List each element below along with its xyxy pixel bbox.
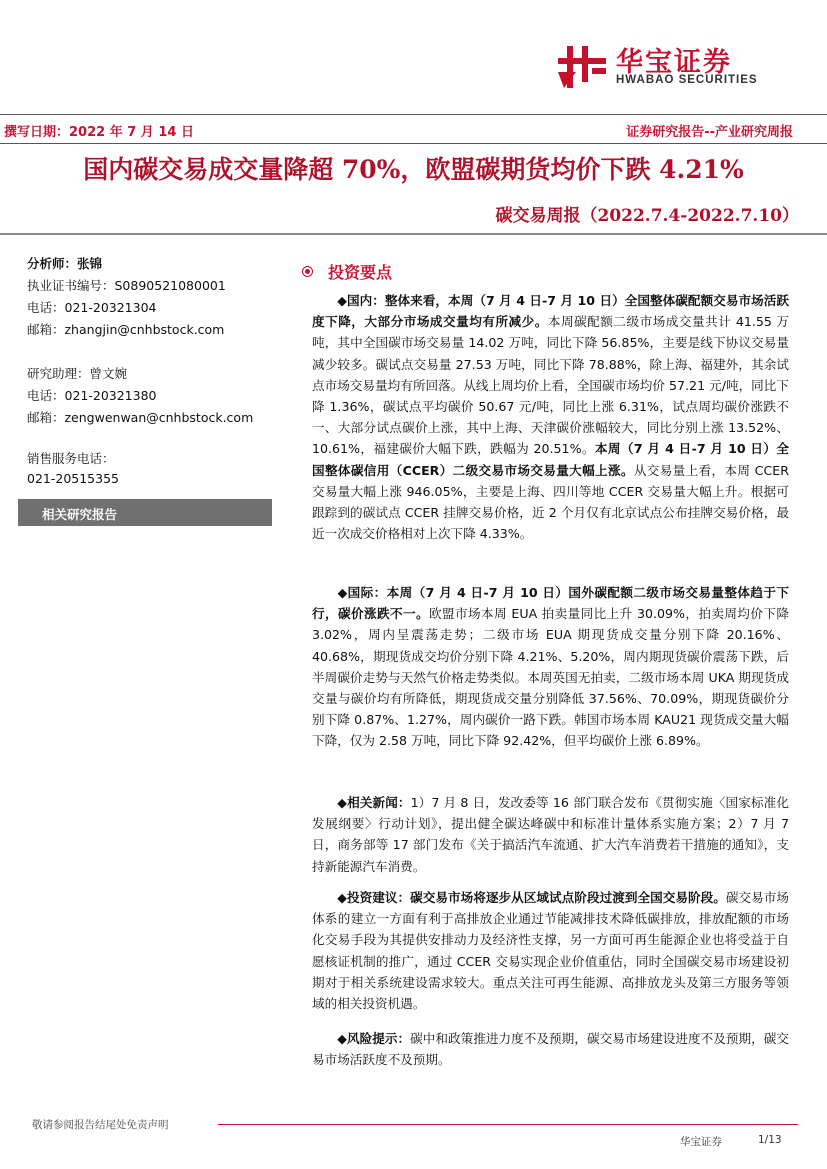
domestic-lead-ccer: 本周（7 月 4 日-7 月 10 日）全国整体碳信用（CCER）二级交易市场交易量大幅上涨。 [312,441,789,478]
domestic-lead: ◆国内：整体来看，本周（7 月 4 日-7 月 10 日）全国整体碳配额交易市场活跃度下降，大部分市场成交量均有所减少。 [312,293,789,330]
footer-company: 华宝证券 [680,1136,722,1148]
paragraph-international [312,582,789,752]
risk-lead: ◆风险提示： [337,1031,411,1046]
header-divider-top [0,114,827,115]
paragraph-news [312,792,789,877]
report-subtitle: 碳交易周报（2022.7.4-2022.7.10） [495,206,799,226]
section-heading: 投资要点 [328,263,393,282]
international-lead: ◆国际：本周（7 月 4 日-7 月 10 日）国外碳配额二级市场交易量整体趋于下行，碳价涨跌不一。 [312,585,789,622]
title-divider [0,233,827,235]
assistant-email: 邮箱：zengwenwan@cnhbstock.com [27,410,254,425]
advice-body: 碳交易市场体系的建立一方面有利于高排放企业通过节能减排技术降低碳排放，排放配额的市场化交易手段为其提供安排动力及经济性支撑，另一方面可再生能源企业也将受益于自愿核证机制的推广，通过 CCER 交易实现企业价值重估，同时全国碳交易市场建设初期对于相关系统建设需求较大。重点关注可再生能源、高排放龙头及第三方服务等领域的相关投资机遇。 [312,890,790,1012]
footer-disclaimer: 敬请参阅报告结尾处免责声明 [32,1119,169,1131]
paragraph-domestic [312,290,789,544]
international-body: 欧盟市场本周 EUA 拍卖量同比上升 30.09%，拍卖周均价下降 3.02%，周内呈震荡走势；二级市场 EUA 期现货成交量分别下降 20.16%、40.68%，期现货成交均价分别下降 4.21%、5.20%，周内期现货碳价震荡下跌，后半周碳价走势与天然气价格走势类似。本周英国无拍卖，二级市场本周 UKA 期现货成交量与碳价均有所降低，期现货成交量分别降低 37.56%、70.09%，期现货碳价分别下降 0.87%、1.27%，周内碳价一路下跌。韩国市场本周 KAU21 现货成交量大幅下降，仅为 2.58 万吨，同比下降 92.42%，但平均碳价上涨 6.89%。 [312,606,790,749]
report-category: 证券研究报告--产业研究周报 [626,125,793,140]
analyst-phone: 电话：021-20321304 [27,300,157,315]
header-divider-bottom [0,143,827,144]
hwabao-logo-icon [556,42,608,90]
company-logo [556,40,796,92]
logo-text-cn: 华宝证券 [616,47,732,78]
domestic-body-a: 本周碳配额二级市场成交量共计 41.55 万吨，其中全国碳市场交易量 14.02 万吨，同比下降 56.85%，主要是线下协议交易量减少较多。碳试点交易量 27.53 万吨，同比下降 78.88%，除上海、福建外，其余试点市场交易量均有所回落。从线上周均价上看，全国碳市场均价 57.21 元/吨，同比下降 1.36%，碳试点平均碳价 50.67 元/吨，同比上涨 6.31%，试点周均碳价涨跌不一、大部分试点碳价上涨，其中上海、天津碳价涨幅较大，同比分别上涨 13.52%、10.61%，福建碳价大幅下跌，跌幅为 20.51%。 [312,314,790,457]
footer-divider [218,1124,798,1125]
assistant-phone: 电话：021-20321380 [27,388,157,403]
analyst-email: 邮箱：zhangjin@cnhbstock.com [27,322,225,337]
analyst-cert: 执业证书编号：S0890521080001 [27,278,226,293]
paragraph-advice [312,887,789,1014]
risk-body: 碳中和政策推进力度不及预期，碳交易市场建设进度不及预期，碳交易市场活跃度不及预期。 [312,1031,790,1068]
assistant-name: 研究助理：曾文婉 [27,366,128,381]
sales-label: 销售服务电话： [27,451,115,466]
sales-phone: 021-20515355 [27,471,119,486]
related-reports-header [18,499,272,526]
page-number: 1/13 [758,1134,782,1146]
logo-text-en: HWABAO SECURITIES [616,74,758,86]
domestic-body-b: 从交易量上看，本周 CCER 交易量大幅上涨 946.05%，主要是上海、四川等地 CCER 交易量大幅上升。根据可跟踪到的碳试点 CCER 挂牌交易价格，近 2 个月仅有北京试点公布挂牌交易价格，最近一次成交价格相对上次下降 4.33%。 [312,462,789,542]
news-body: 1）7 月 8 日，发改委等 16 部门联合发布《贯彻实施〈国家标准化发展纲要〉行动计划》，提出健全碳达峰碳中和标准计量体系实施方案；2）7 月 7 日，商务部等 17 部门发布《关于搞活汽车流通、扩大汽车消费若干措施的通知》，支持新能源汽车消费。 [312,795,789,874]
report-title: 国内碳交易成交量降超 70%，欧盟碳期货均价下跌 4.21% [83,155,744,184]
news-lead: ◆相关新闻： [337,795,411,810]
bullet-target-icon [302,266,313,277]
advice-lead: ◆投资建议：碳交易市场将逐步从区域试点阶段过渡到全国交易阶段。 [337,890,726,905]
paragraph-risk [312,1028,789,1070]
analyst-name: 分析师：张锦 [27,256,103,271]
report-date: 撰写日期：2022 年 7 月 14 日 [4,125,194,140]
related-reports-label: 相关研究报告 [42,507,118,522]
